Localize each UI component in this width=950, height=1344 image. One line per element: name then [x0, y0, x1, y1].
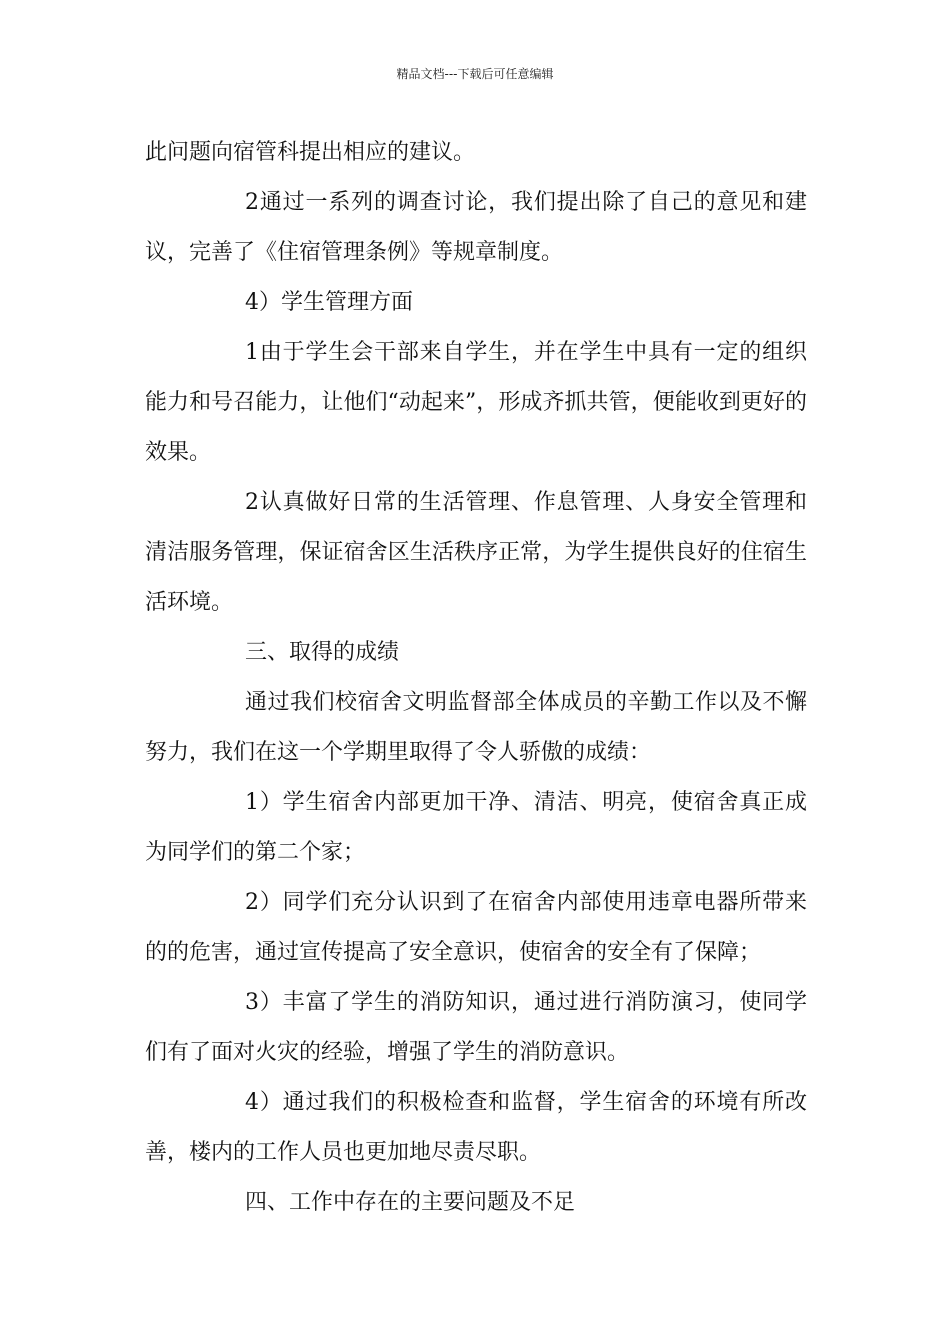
paragraph-achievements-intro: 通过我们校宿舍文明监督部全体成员的辛勤工作以及不懈努力，我们在这一个学期里取得了令人骄傲的成绩：	[145, 690, 807, 765]
document-body	[145, 128, 807, 1228]
section-heading-problems: 四、工作中存在的主要问题及不足	[245, 1190, 576, 1215]
section-heading-achievements: 三、取得的成绩	[245, 640, 400, 665]
paragraph-continuation: 此问题向宿管科提出相应的建议。	[145, 140, 476, 165]
paragraph-item-2-rules: 2通过一系列的调查讨论，我们提出除了自己的意见和建议，完善了《住宿管理条例》等规章制度。	[145, 190, 807, 265]
paragraph-achievement-3: 3）丰富了学生的消防知识，通过进行消防演习，使同学们有了面对火灾的经验，增强了学生的消防意识。	[145, 990, 807, 1065]
section-heading-student-management: 4）学生管理方面	[245, 290, 413, 315]
page-header: 精品文档---下载后可任意编辑	[396, 67, 554, 81]
paragraph-achievement-4: 4）通过我们的积极检查和监督，学生宿舍的环境有所改善，楼内的工作人员也更加地尽责尽职。	[145, 1090, 807, 1165]
paragraph-item-1-cadres: 1由于学生会干部来自学生，并在学生中具有一定的组织能力和号召能力，让他们“动起来”，形成齐抓共管，便能收到更好的效果。	[145, 340, 807, 465]
paragraph-achievement-1: 1）学生宿舍内部更加干净、清洁、明亮，使宿舍真正成为同学们的第二个家；	[145, 790, 807, 865]
paragraph-achievement-2: 2）同学们充分认识到了在宿舍内部使用违章电器所带来的的危害，通过宣传提高了安全意识，使宿舍的安全有了保障；	[145, 890, 807, 965]
paragraph-item-2-daily-management: 2认真做好日常的生活管理、作息管理、人身安全管理和清洁服务管理，保证宿舍区生活秩序正常，为学生提供良好的住宿生活环境。	[145, 490, 807, 615]
